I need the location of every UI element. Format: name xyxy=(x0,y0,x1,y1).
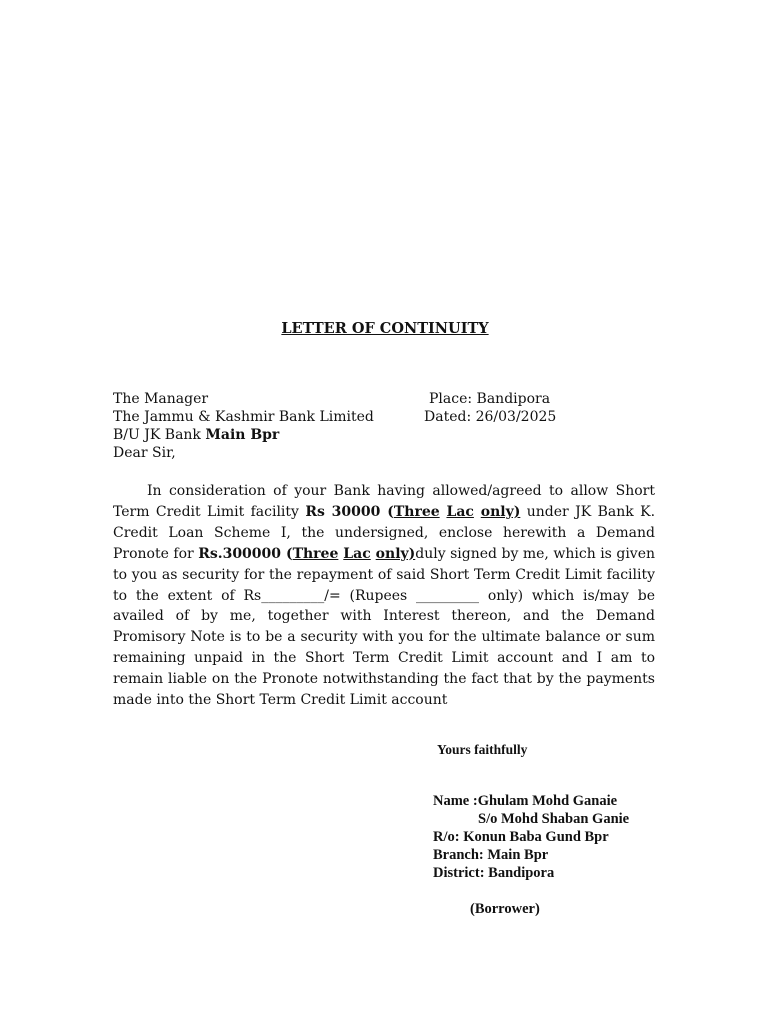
body-text: duly signed by me, which is given to you as security for the repayment of said Short Term Credit Limit facility to the extent of Rs_________/= (Rupees _________ only) which is/may be availed of by me, together with Interest thereon, and the Demand Promisory Note is to be a security with you for the ultimate balance or sum remaining unpaid in the Short Term Credit Limit account and I am to remain liable on the Pronote notwithstanding the fact that by the payments made into the Short Term Credit Limit account xyxy=(113,545,656,709)
place-line: Place: Bandipora xyxy=(429,391,551,407)
borrower-role: (Borrower) xyxy=(470,901,540,917)
borrower-name: Name :Ghulam Mohd Ganaie xyxy=(433,793,618,809)
amount-words: Three xyxy=(393,503,440,520)
closing: Yours faithfully xyxy=(437,742,528,757)
letter-title: LETTER OF CONTINUITY xyxy=(281,320,489,337)
date-line: Dated: 26/03/2025 xyxy=(424,409,557,425)
recipient-line: The Jammu & Kashmir Bank Limited xyxy=(113,409,374,425)
branch-name: Main Bpr xyxy=(205,427,280,443)
branch-prefix: B/U JK Bank xyxy=(113,427,206,443)
pronote-amount-bold xyxy=(198,546,415,562)
amount-text: Rs.300000 ( xyxy=(198,545,293,562)
recipient-address xyxy=(113,390,374,462)
body-text: under JK Bank K. Credit Loan Scheme I, the undersigned, enclose herewith a Demand Pronote for xyxy=(113,503,656,562)
space xyxy=(474,504,481,520)
borrower-branch: Branch: Main Bpr xyxy=(433,847,549,863)
amount-words: only) xyxy=(375,545,416,562)
borrower-parent: S/o Mohd Shaban Ganie xyxy=(478,811,630,827)
amount-bold xyxy=(305,504,520,520)
recipient-line: The Manager xyxy=(113,391,209,407)
amount-text: Rs 30000 ( xyxy=(305,503,394,520)
signature-block xyxy=(433,792,629,882)
borrower-district: District: Bandipora xyxy=(433,865,555,881)
amount-words: only) xyxy=(480,503,521,520)
recipient-line xyxy=(113,426,374,444)
letter-meta xyxy=(424,390,556,426)
amount-words: Three xyxy=(292,545,339,562)
amount-words: Lac xyxy=(343,545,371,562)
amount-words: Lac xyxy=(446,503,474,520)
borrower-residence: R/o: Konun Baba Gund Bpr xyxy=(433,829,609,845)
body-paragraph xyxy=(113,481,655,711)
body-text: In consideration of your Bank having allowed/agreed to allow Short Term Credit Limit facility xyxy=(113,483,655,520)
salutation: Dear Sir, xyxy=(113,445,176,461)
